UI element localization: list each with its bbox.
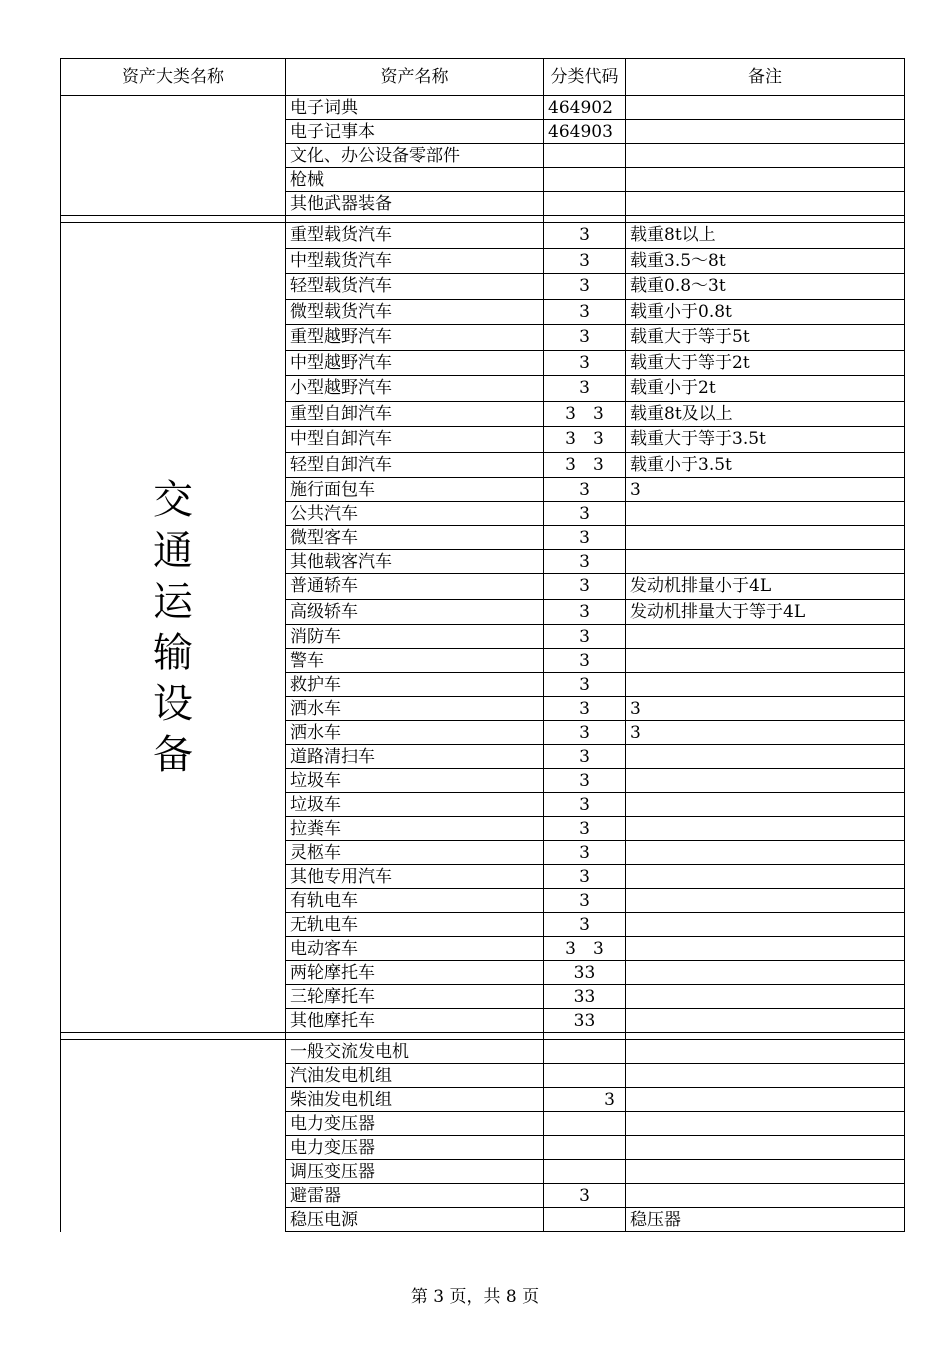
asset-name-cell: 轻型载货汽车 bbox=[286, 274, 544, 300]
remarks-cell bbox=[626, 625, 905, 649]
remarks-cell bbox=[626, 745, 905, 769]
asset-name-cell: 垃圾车 bbox=[286, 769, 544, 793]
asset-name-cell: 电子词典 bbox=[286, 96, 544, 120]
asset-name-cell: 微型客车 bbox=[286, 526, 544, 550]
asset-name-cell: 轻型自卸汽车 bbox=[286, 452, 544, 478]
asset-name-cell: 中型载货汽车 bbox=[286, 248, 544, 274]
asset-name-cell: 三轮摩托车 bbox=[286, 985, 544, 1009]
asset-classification-sheet bbox=[60, 58, 904, 1232]
class-code-cell bbox=[544, 1160, 626, 1184]
asset-name-cell: 重型越野汽车 bbox=[286, 325, 544, 351]
section-separator bbox=[61, 1033, 905, 1040]
asset-name-cell: 警车 bbox=[286, 649, 544, 673]
class-code-cell: 33 bbox=[544, 961, 626, 985]
asset-name-cell: 中型越野汽车 bbox=[286, 350, 544, 376]
section-power-equipment bbox=[61, 1040, 905, 1232]
class-code-cell: 3 bbox=[544, 1184, 626, 1208]
asset-name-cell: 稳压电源 bbox=[286, 1208, 544, 1232]
remarks-cell bbox=[626, 1064, 905, 1088]
asset-name-cell: 电力变压器 bbox=[286, 1136, 544, 1160]
remarks-cell bbox=[626, 1160, 905, 1184]
class-code-cell: 3 bbox=[544, 502, 626, 526]
class-code-cell: 3 bbox=[544, 697, 626, 721]
asset-name-cell: 有轨电车 bbox=[286, 889, 544, 913]
asset-name-cell: 电动客车 bbox=[286, 937, 544, 961]
remarks-cell: 载重小于3.5t bbox=[626, 452, 905, 478]
class-code-cell: 33 bbox=[544, 1009, 626, 1033]
class-code-cell: 3 bbox=[544, 649, 626, 673]
section-separator bbox=[61, 216, 905, 223]
header-asset-name: 资产名称 bbox=[286, 59, 544, 96]
remarks-cell bbox=[626, 526, 905, 550]
asset-name-cell: 普通轿车 bbox=[286, 574, 544, 600]
class-code-cell: 3 bbox=[544, 248, 626, 274]
class-code-cell: 3 bbox=[544, 1088, 626, 1112]
remarks-cell bbox=[626, 1040, 905, 1064]
asset-name-cell: 无轨电车 bbox=[286, 913, 544, 937]
remarks-cell bbox=[626, 841, 905, 865]
asset-name-cell: 中型自卸汽车 bbox=[286, 427, 544, 453]
remarks-cell bbox=[626, 144, 905, 168]
asset-name-cell: 施行面包车 bbox=[286, 478, 544, 502]
asset-name-cell: 公共汽车 bbox=[286, 502, 544, 526]
remarks-cell bbox=[626, 865, 905, 889]
remarks-cell: 3 bbox=[626, 721, 905, 745]
remarks-cell bbox=[626, 649, 905, 673]
asset-name-cell: 其他专用汽车 bbox=[286, 865, 544, 889]
remarks-cell: 载重小于0.8t bbox=[626, 299, 905, 325]
class-code-cell: 464902 bbox=[544, 96, 626, 120]
asset-name-cell: 柴油发电机组 bbox=[286, 1088, 544, 1112]
table-header-row bbox=[61, 59, 905, 96]
remarks-cell bbox=[626, 937, 905, 961]
page-footer: 第 3 页，共 8 页 bbox=[410, 1287, 540, 1307]
remarks-cell bbox=[626, 889, 905, 913]
asset-name-cell: 灵柩车 bbox=[286, 841, 544, 865]
class-code-cell: 3 bbox=[544, 673, 626, 697]
remarks-cell: 载重3.5～8t bbox=[626, 248, 905, 274]
remarks-cell: 载重8t及以上 bbox=[626, 401, 905, 427]
category-cell bbox=[61, 1040, 286, 1232]
remarks-cell bbox=[626, 192, 905, 216]
asset-name-cell: 重型自卸汽车 bbox=[286, 401, 544, 427]
class-code-cell: 3 3 bbox=[544, 452, 626, 478]
class-code-cell bbox=[544, 192, 626, 216]
asset-name-cell: 道路清扫车 bbox=[286, 745, 544, 769]
class-code-cell: 3 bbox=[544, 478, 626, 502]
remarks-cell bbox=[626, 550, 905, 574]
header-class-code: 分类代码 bbox=[544, 59, 626, 96]
table-row bbox=[61, 1040, 905, 1064]
remarks-cell bbox=[626, 502, 905, 526]
asset-name-cell: 调压变压器 bbox=[286, 1160, 544, 1184]
asset-table bbox=[60, 58, 905, 1232]
class-code-cell: 3 bbox=[544, 889, 626, 913]
remarks-cell: 载重大于等于2t bbox=[626, 350, 905, 376]
remarks-cell: 载重大于等于5t bbox=[626, 325, 905, 351]
section-office-equipment bbox=[61, 96, 905, 216]
remarks-cell bbox=[626, 769, 905, 793]
class-code-cell: 3 bbox=[544, 865, 626, 889]
remarks-cell bbox=[626, 817, 905, 841]
class-code-cell: 3 bbox=[544, 350, 626, 376]
remarks-cell: 3 bbox=[626, 478, 905, 502]
asset-name-cell: 洒水车 bbox=[286, 721, 544, 745]
class-code-cell: 3 bbox=[544, 299, 626, 325]
class-code-cell bbox=[544, 1064, 626, 1088]
class-code-cell: 3 bbox=[544, 376, 626, 402]
class-code-cell: 3 bbox=[544, 550, 626, 574]
class-code-cell: 3 bbox=[544, 599, 626, 625]
class-code-cell bbox=[544, 168, 626, 192]
asset-name-cell: 小型越野汽车 bbox=[286, 376, 544, 402]
class-code-cell: 3 bbox=[544, 625, 626, 649]
remarks-cell bbox=[626, 913, 905, 937]
asset-name-cell: 两轮摩托车 bbox=[286, 961, 544, 985]
class-code-cell: 3 3 bbox=[544, 401, 626, 427]
class-code-cell: 3 bbox=[544, 526, 626, 550]
class-code-cell: 3 bbox=[544, 574, 626, 600]
table-row bbox=[61, 96, 905, 120]
asset-name-cell: 救护车 bbox=[286, 673, 544, 697]
remarks-cell bbox=[626, 1088, 905, 1112]
class-code-cell bbox=[544, 1208, 626, 1232]
class-code-cell bbox=[544, 1040, 626, 1064]
remarks-cell bbox=[626, 985, 905, 1009]
class-code-cell: 3 bbox=[544, 325, 626, 351]
asset-name-cell: 枪械 bbox=[286, 168, 544, 192]
remarks-cell bbox=[626, 96, 905, 120]
asset-name-cell: 洒水车 bbox=[286, 697, 544, 721]
class-code-cell: 3 bbox=[544, 817, 626, 841]
class-code-cell: 3 3 bbox=[544, 937, 626, 961]
asset-name-cell: 垃圾车 bbox=[286, 793, 544, 817]
remarks-cell: 稳压器 bbox=[626, 1208, 905, 1232]
header-category: 资产大类名称 bbox=[61, 59, 286, 96]
remarks-cell bbox=[626, 168, 905, 192]
remarks-cell: 载重0.8～3t bbox=[626, 274, 905, 300]
asset-name-cell: 高级轿车 bbox=[286, 599, 544, 625]
remarks-cell: 发动机排量小于4L bbox=[626, 574, 905, 600]
remarks-cell bbox=[626, 1009, 905, 1033]
asset-name-cell: 重型载货汽车 bbox=[286, 223, 544, 249]
remarks-cell bbox=[626, 793, 905, 817]
asset-name-cell: 消防车 bbox=[286, 625, 544, 649]
asset-name-cell: 微型载货汽车 bbox=[286, 299, 544, 325]
class-code-cell bbox=[544, 144, 626, 168]
asset-name-cell: 其他武器装备 bbox=[286, 192, 544, 216]
class-code-cell: 3 bbox=[544, 841, 626, 865]
class-code-cell bbox=[544, 1136, 626, 1160]
remarks-cell: 载重8t以上 bbox=[626, 223, 905, 249]
class-code-cell: 3 3 bbox=[544, 427, 626, 453]
remarks-cell: 载重大于等于3.5t bbox=[626, 427, 905, 453]
class-code-cell bbox=[544, 1112, 626, 1136]
class-code-cell: 3 bbox=[544, 913, 626, 937]
category-cell bbox=[61, 223, 286, 1033]
asset-name-cell: 避雷器 bbox=[286, 1184, 544, 1208]
asset-name-cell: 拉粪车 bbox=[286, 817, 544, 841]
asset-name-cell: 其他摩托车 bbox=[286, 1009, 544, 1033]
remarks-cell bbox=[626, 1136, 905, 1160]
header-remarks: 备注 bbox=[626, 59, 905, 96]
asset-name-cell: 汽油发电机组 bbox=[286, 1064, 544, 1088]
category-cell bbox=[61, 96, 286, 216]
asset-name-cell: 电力变压器 bbox=[286, 1112, 544, 1136]
remarks-cell: 3 bbox=[626, 697, 905, 721]
class-code-cell: 3 bbox=[544, 223, 626, 249]
remarks-cell bbox=[626, 120, 905, 144]
remarks-cell bbox=[626, 673, 905, 697]
asset-name-cell: 电子记事本 bbox=[286, 120, 544, 144]
class-code-cell: 3 bbox=[544, 793, 626, 817]
class-code-cell: 33 bbox=[544, 985, 626, 1009]
asset-name-cell: 其他载客汽车 bbox=[286, 550, 544, 574]
remarks-cell bbox=[626, 961, 905, 985]
class-code-cell: 3 bbox=[544, 274, 626, 300]
class-code-cell: 3 bbox=[544, 769, 626, 793]
remarks-cell bbox=[626, 1184, 905, 1208]
table-row bbox=[61, 223, 905, 249]
remarks-cell bbox=[626, 1112, 905, 1136]
section-transport-equipment bbox=[61, 223, 905, 1033]
class-code-cell: 464903 bbox=[544, 120, 626, 144]
asset-name-cell: 文化、办公设备零部件 bbox=[286, 144, 544, 168]
remarks-cell: 载重小于2t bbox=[626, 376, 905, 402]
remarks-cell: 发动机排量大于等于4L bbox=[626, 599, 905, 625]
category-label: 交通运输设备 bbox=[153, 476, 193, 778]
class-code-cell: 3 bbox=[544, 721, 626, 745]
asset-name-cell: 一般交流发电机 bbox=[286, 1040, 544, 1064]
class-code-cell: 3 bbox=[544, 745, 626, 769]
